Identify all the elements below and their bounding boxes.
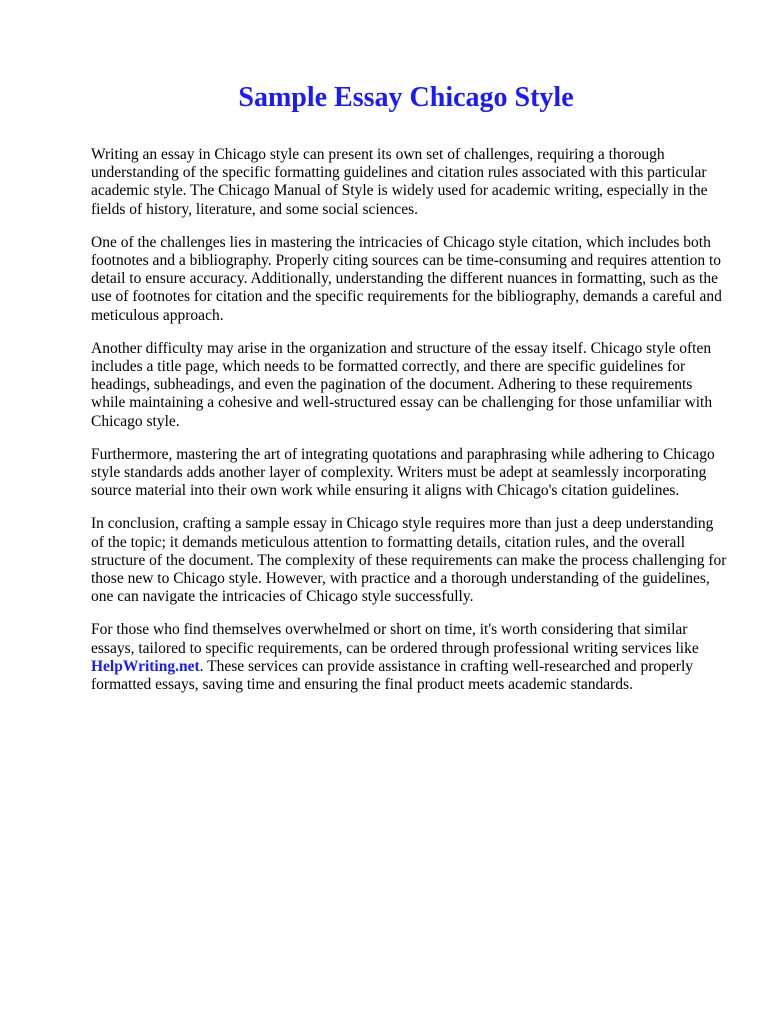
paragraph-conclusion: In conclusion, crafting a sample essay in Chicago style requires more than just a deep understanding of the topic; it demands meticulous attention to formatting details, citation rules, and the overall structure of the document. The complexity of these requirements can make the process challenging for those new to Chicago style. However, with practice and a thorough understanding of the guidelines, one can navigate the intricacies of Chicago style successfully. — [91, 515, 727, 606]
paragraph-services — [91, 621, 727, 694]
helpwriting-link[interactable]: HelpWriting.net — [91, 657, 200, 675]
page-title: Sample Essay Chicago Style — [238, 82, 574, 113]
essay-body — [91, 146, 727, 709]
paragraph-intro: Writing an essay in Chicago style can present its own set of challenges, requiring a thorough understanding of the specific formatting guidelines and citation rules associated with this particular academic style. The Chicago Manual of Style is widely used for academic writing, especially in the fields of history, literature, and some social sciences. — [91, 146, 708, 218]
paragraph-organization: Another difficulty may arise in the organization and structure of the essay itself. Chicago style often includes a title page, which needs to be formatted correctly, and there are specific guidelines for headings, subheadings, and even the pagination of the document. Adhering to these requirements while maintaining a cohesive and well-structured essay can be challenging for those unfamiliar with Chicago style. — [91, 339, 713, 430]
paragraph-quotations: Furthermore, mastering the art of integrating quotations and paraphrasing while adhering to Chicago style standards adds another layer of complexity. Writers must be adept at seamlessly incorporating source material into their own work while ensuring it aligns with Chicago's citation guidelines. — [91, 445, 715, 500]
services-text-before-link: For those who find themselves overwhelmed or short on time, it's worth considering that similar essays, tailored to specific requirements, can be ordered through professional writing services like — [91, 621, 699, 657]
paragraph-citation-challenges: One of the challenges lies in mastering the intricacies of Chicago style citation, which includes both footnotes and a bibliography. Properly citing sources can be time-consuming and requires attention to detail to ensure accuracy. Additionally, understanding the different nuances in formatting, such as the use of footnotes for citation and the specific requirements for the bibliography, demands a careful and meticulous approach. — [91, 233, 722, 324]
services-text-after-link: . These services can provide assistance in crafting well-researched and properly formatted essays, saving time and ensuring the final product meets academic standards. — [91, 657, 694, 694]
